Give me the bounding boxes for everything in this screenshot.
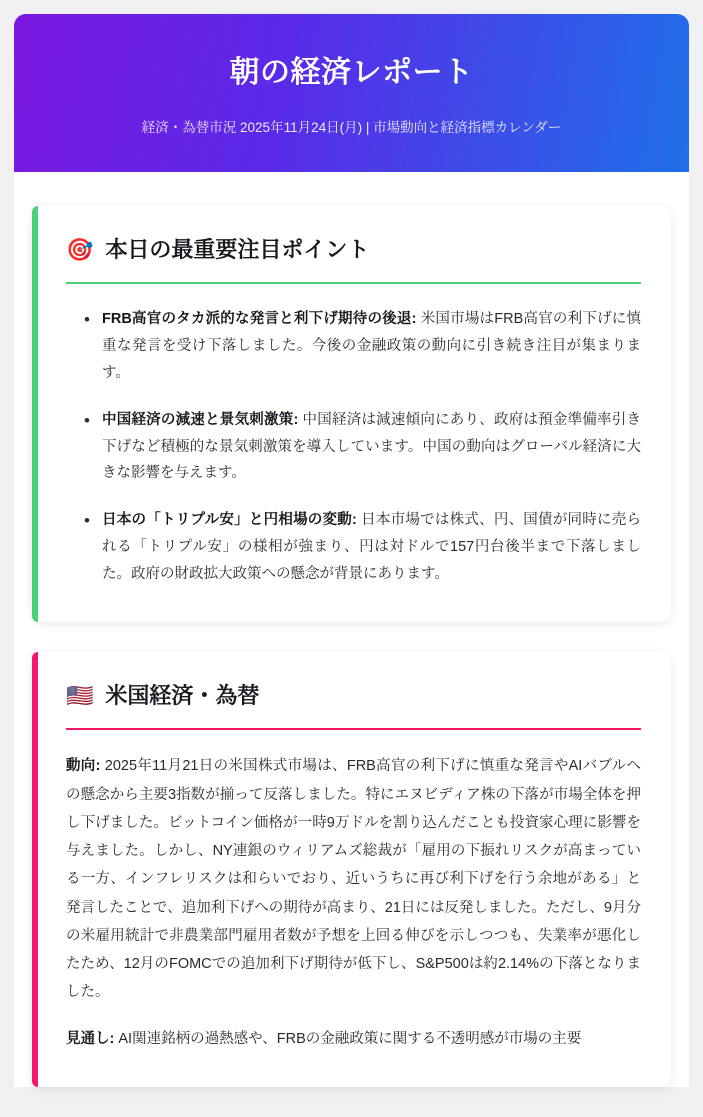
us-flag-icon: 🇺🇸 [66,682,94,708]
point-lead: FRB高官のタカ派的な発言と利下げ期待の後退: [102,311,417,328]
section-heading-text: 米国経済・為替 [105,682,260,708]
section-us-economy [32,652,671,1087]
point-text: 米国市場はFRB高官の利下げに慎重な発言を受け下落しました。今後の金融政策の動向に引き続き注目が集まります。 [102,311,641,381]
list-item [88,306,641,386]
section-divider-green [66,282,641,284]
section-title-us-economy [66,682,641,711]
paragraph-text: 2025年11月21日の米国株式市場は、FRB高官の利下げに慎重な発言やAIバブルへの懸念から主要3指数が揃って反落しました。特にエヌビディア株の下落が市場全体を押し下げました。ビットコイン価格が一時9万ドルを割り込んだことも投資家心理に影響を与えました。しかし、NY連銀のウィリアムズ総裁が「雇用の下振れリスクが高まっている一方、インフレリスクは和らいでおり、近いうちに再び利下げを行う余地がある」と発言したことで、追加利下げへの期待が高まり、21日には反発しました。ただし、9月分の米雇用統計で非農業部門雇用者数が予想を上回る伸びを示しつつも、失業率が悪化したため、12月のFOMCでの追加利下げ期待が低下し、S&P500は約2.14%の下落となりました。 [66,758,641,1001]
target-icon: 🎯 [66,237,94,263]
section-heading-text: 本日の最重要注目ポイント [105,236,370,262]
report-header [14,14,689,172]
point-lead: 中国経済の減速と景気刺激策: [102,411,299,428]
section-divider-pink [66,728,641,730]
point-text: 日本市場では株式、円、国債が同時に売られる「トリプル安」の様相が強まり、円は対ドルで157円台後半まで下落しました。政府の財政拡大政策への懸念が背景にあります。 [102,512,642,582]
point-lead: 日本の「トリプル安」と円相場の変動: [102,512,357,529]
paragraph-outlook [66,1025,641,1053]
list-item [88,507,641,587]
page-subtitle: 経済・為替市況 2025年11月24日(月) | 市場動向と経済指標カレンダー [141,119,562,135]
section-top-points [32,206,671,622]
paragraph-text: AI関連銘柄の過熱感や、FRBの金融政策に関する不透明感が市場の主要 [114,1030,582,1047]
section-title-top-points [66,236,641,265]
top-points-list [66,306,641,587]
paragraph-lead: 見通し: [66,1030,115,1047]
list-item [88,407,641,487]
point-text: 中国経済は減速傾向にあり、政府は預金準備率引き下げなど積極的な景気刺激策を導入しています。中国の動向はグローバル経済に大きな影響を与えます。 [102,411,642,482]
paragraph-lead: 動向: [66,758,101,775]
report-body [14,172,689,1087]
page-title: 朝の経済レポート [229,56,474,89]
paragraph-trend [66,752,641,1006]
